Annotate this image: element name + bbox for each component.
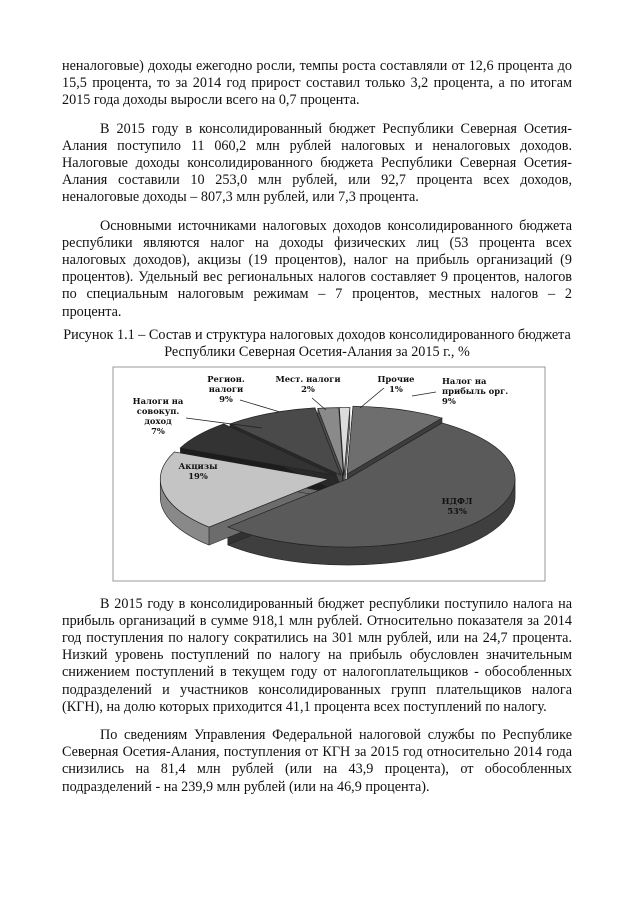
slice-name-0: Налог на (442, 375, 487, 386)
paragraph-3: Основными источниками налоговых доходов консолидированного бюджета республики являются налог на доходы физических лиц (53 процента всех налоговых доходов), акцизы (19 процентов), налог на прибыль организаций (9 процентов). Удельный вес региональных налогов составляет 9 процентов, налогов по специальным налоговым режимам – 7 процентов, местных налогов – 2 процента. (62, 217, 572, 320)
slice-name-3: Налоги на (132, 395, 184, 406)
slice-value-2: 19% (188, 470, 208, 481)
slice-value-1: 53% (447, 505, 467, 516)
pie-chart-svg (112, 366, 546, 582)
paragraph-4: В 2015 году в консолидированный бюджет республики поступило налога на прибыль организаций в сумме 918,1 млн рублей. Относительно показателя за 2014 год поступления по налогу сократились на 301 млн рублей, или на 24,7 процента. Низкий уровень поступлений по налогу на прибыль обусловлен значительным снижением поступлений в текущем году от налогоплательщиков - обособленных подразделений и участников консолидированных групп плательщиков налога (КГН), на долю которых приходится 41,1 процента всех поступлений по налогу. (62, 595, 572, 715)
slice-name-6: Прочие (377, 373, 415, 384)
slice-name-3: совокуп. (136, 405, 180, 416)
slice-value-5: 2% (301, 383, 315, 394)
slice-name-4: налоги (208, 383, 244, 394)
pie-chart (112, 366, 546, 582)
document-page (62, 58, 572, 796)
slice-name-5: Мест. налоги (275, 373, 341, 384)
slice-value-4: 9% (219, 393, 233, 404)
paragraph-5: По сведениям Управления Федеральной налоговой службы по Республике Северная Осетия-Алания, поступления от КГН за 2015 год относительно 2014 года снизились на 81,4 млн рублей (или на 43,9 процента), от обособленных подразделений - на 239,9 млн рублей (или на 46,9 процента). (62, 727, 572, 795)
slice-name-2: Акцизы (178, 460, 218, 471)
slice-name-4: Регион. (207, 373, 245, 384)
slice-name-1: НДФЛ (441, 495, 473, 506)
slice-value-3: 7% (151, 425, 165, 436)
paragraph-2: В 2015 году в консолидированный бюджет Республики Северная Осетия-Алания поступило 11 060,2 млн рублей налоговых и неналоговых доходов. Налоговые доходы консолидированного бюджета Республики Северная Осетия-Алания составили 10 253,0 млн рублей, или 92,7 процента всех доходов, неналоговые доходы – 807,3 млн рублей, или 7,3 процента. (62, 120, 572, 206)
slice-name-0: прибыль орг. (442, 385, 509, 396)
slice-value-6: 1% (389, 383, 403, 394)
slice-value-0: 9% (442, 395, 456, 406)
figure-caption: Рисунок 1.1 – Состав и структура налоговых доходов консолидированного бюджета Республики Северная Осетия-Алания за 2015 г., % (63, 326, 571, 361)
paragraph-1: неналоговые) доходы ежегодно росли, темпы роста составляли от 12,6 процента до 15,5 процента, то за 2014 год прирост составил только 3,2 процента, а по итогам 2015 года доходы выросли всего на 0,7 процента. (62, 58, 572, 109)
slice-name-3: доход (144, 415, 172, 426)
